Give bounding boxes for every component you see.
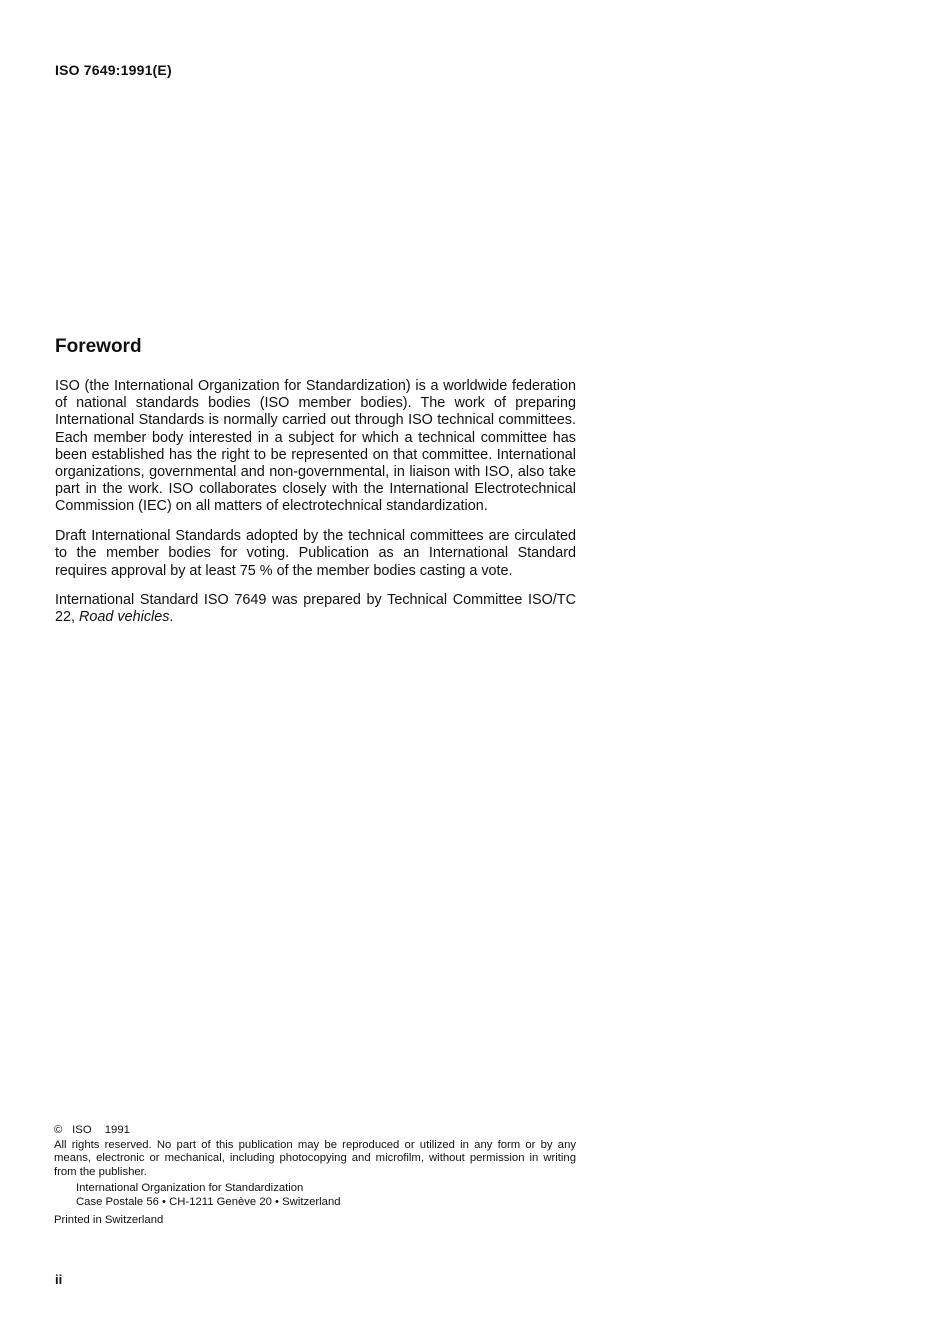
- committee-name: Road vehicles: [79, 609, 170, 626]
- publisher-name: International Organization for Standardization: [76, 1182, 304, 1195]
- foreword-paragraph-2: Draft International Standards adopted by the technical committees are circulated to the member bodies for voting. Publication as an International Standard requires approval by at least 75 % of the member bodies casting a vote.: [55, 528, 576, 579]
- copyright-org: ISO: [72, 1124, 92, 1136]
- foreword-paragraph-3: [55, 592, 576, 626]
- copyright-line: [54, 1124, 576, 1138]
- copyright-year: 1991: [104, 1124, 130, 1136]
- printed-in: Printed in Switzerland: [54, 1213, 164, 1226]
- foreword-heading: Foreword: [55, 336, 142, 357]
- copyright-symbol: ©: [54, 1124, 63, 1136]
- publisher-postal: Case Postale 56 • CH-1211 Genève 20 • Switzerland: [76, 1195, 341, 1208]
- publisher-address: [76, 1182, 576, 1209]
- foreword-paragraph-3-text: International Standard ISO 7649 was prepared by Technical Committee ISO/TC 22,: [55, 592, 576, 626]
- foreword-body: [55, 378, 576, 639]
- copyright-footer: [54, 1124, 576, 1227]
- foreword-paragraph-3-end: .: [169, 609, 174, 626]
- foreword-paragraph-1: ISO (the International Organization for Standardization) is a worldwide federation of national standards bodies (ISO member bodies). The work of preparing International Standards is normally carried out through ISO technical committees. Each member body interested in a subject for which a technical committee has been established has the right to be represented on that committee. International organizations, governmental and non-governmental, in liaison with ISO, also take part in the work. ISO collaborates closely with the International Electrotechnical Commission (IEC) on all matters of electrotechnical standardization.: [55, 378, 576, 515]
- document-identifier: ISO 7649:1991(E): [55, 62, 172, 78]
- page-number: ii: [55, 1272, 63, 1287]
- rights-notice: All rights reserved. No part of this publication may be reproduced or utilized in any form or by any means, electronic or mechanical, including photocopying and microfilm, without permission in writing from the publisher.: [54, 1138, 576, 1178]
